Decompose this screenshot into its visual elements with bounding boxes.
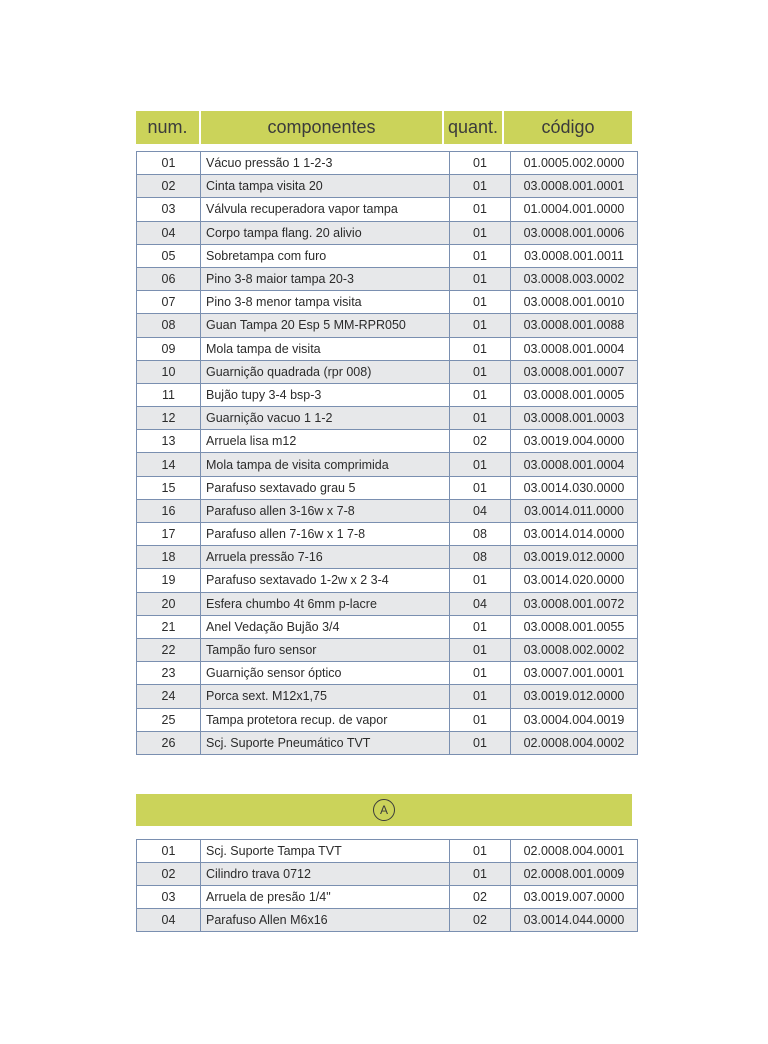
header-num: num. (136, 111, 199, 144)
cell-num: 18 (137, 546, 201, 569)
cell-num: 03 (137, 886, 201, 909)
cell-num: 11 (137, 383, 201, 406)
cell-num: 12 (137, 407, 201, 430)
cell-num: 14 (137, 453, 201, 476)
cell-codigo: 03.0007.001.0001 (511, 662, 638, 685)
table-row (137, 592, 638, 615)
cell-codigo: 03.0019.012.0000 (511, 546, 638, 569)
table-row (137, 569, 638, 592)
table-row (137, 337, 638, 360)
cell-componente: Parafuso allen 3-16w x 7-8 (201, 499, 450, 522)
cell-componente: Bujão tupy 3-4 bsp-3 (201, 383, 450, 406)
cell-componente: Guarnição vacuo 1 1-2 (201, 407, 450, 430)
table-row (137, 708, 638, 731)
cell-componente: Mola tampa de visita (201, 337, 450, 360)
cell-componente: Guarnição quadrada (rpr 008) (201, 360, 450, 383)
cell-componente: Sobretampa com furo (201, 244, 450, 267)
cell-componente: Parafuso allen 7-16w x 1 7-8 (201, 523, 450, 546)
cell-codigo: 03.0014.011.0000 (511, 499, 638, 522)
cell-codigo: 03.0014.044.0000 (511, 909, 638, 932)
cell-codigo: 03.0014.014.0000 (511, 523, 638, 546)
cell-num: 02 (137, 863, 201, 886)
cell-quant: 01 (450, 291, 511, 314)
cell-codigo: 03.0019.007.0000 (511, 886, 638, 909)
cell-componente: Pino 3-8 maior tampa 20-3 (201, 267, 450, 290)
cell-componente: Scj. Suporte Tampa TVT (201, 840, 450, 863)
table-row (137, 523, 638, 546)
header-codigo: código (504, 111, 632, 144)
cell-quant: 02 (450, 909, 511, 932)
cell-componente: Cilindro trava 0712 (201, 863, 450, 886)
cell-componente: Cinta tampa visita 20 (201, 175, 450, 198)
cell-componente: Esfera chumbo 4t 6mm p-lacre (201, 592, 450, 615)
table-row (137, 407, 638, 430)
cell-componente: Guarnição sensor óptico (201, 662, 450, 685)
cell-quant: 01 (450, 383, 511, 406)
cell-codigo: 03.0008.001.0001 (511, 175, 638, 198)
cell-componente: Porca sext. M12x1,75 (201, 685, 450, 708)
cell-num: 10 (137, 360, 201, 383)
cell-quant: 01 (450, 337, 511, 360)
table-row (137, 198, 638, 221)
cell-codigo: 03.0008.003.0002 (511, 267, 638, 290)
cell-quant: 01 (450, 638, 511, 661)
table-row (137, 267, 638, 290)
cell-num: 13 (137, 430, 201, 453)
parts-table-body (137, 152, 638, 755)
cell-codigo: 03.0008.001.0010 (511, 291, 638, 314)
cell-num: 04 (137, 221, 201, 244)
cell-quant: 01 (450, 731, 511, 754)
table-row (137, 430, 638, 453)
cell-quant: 01 (450, 175, 511, 198)
cell-num: 09 (137, 337, 201, 360)
cell-num: 05 (137, 244, 201, 267)
table-row (137, 152, 638, 175)
parts-table (136, 151, 638, 755)
cell-quant: 04 (450, 499, 511, 522)
table-row (137, 476, 638, 499)
cell-componente: Arruela pressão 7-16 (201, 546, 450, 569)
table-row (137, 453, 638, 476)
cell-num: 03 (137, 198, 201, 221)
cell-num: 08 (137, 314, 201, 337)
cell-quant: 01 (450, 267, 511, 290)
cell-componente: Pino 3-8 menor tampa visita (201, 291, 450, 314)
cell-codigo: 03.0004.004.0019 (511, 708, 638, 731)
table-row (137, 499, 638, 522)
cell-componente: Arruela de presão 1/4" (201, 886, 450, 909)
table-row (137, 546, 638, 569)
table-row (137, 383, 638, 406)
cell-quant: 01 (450, 708, 511, 731)
cell-quant: 01 (450, 152, 511, 175)
cell-componente: Parafuso sextavado grau 5 (201, 476, 450, 499)
cell-codigo: 03.0008.002.0002 (511, 638, 638, 661)
cell-codigo: 03.0008.001.0006 (511, 221, 638, 244)
cell-num: 04 (137, 909, 201, 932)
cell-codigo: 03.0008.001.0007 (511, 360, 638, 383)
cell-componente: Vácuo pressão 1 1-2-3 (201, 152, 450, 175)
cell-quant: 01 (450, 407, 511, 430)
cell-num: 19 (137, 569, 201, 592)
table-header (136, 111, 632, 144)
table-row (137, 314, 638, 337)
cell-quant: 01 (450, 198, 511, 221)
table-row (137, 221, 638, 244)
cell-num: 24 (137, 685, 201, 708)
cell-quant: 01 (450, 863, 511, 886)
table-row (137, 731, 638, 754)
cell-codigo: 01.0004.001.0000 (511, 198, 638, 221)
cell-codigo: 03.0014.030.0000 (511, 476, 638, 499)
cell-quant: 01 (450, 244, 511, 267)
table-row (137, 175, 638, 198)
cell-codigo: 03.0008.001.0072 (511, 592, 638, 615)
cell-codigo: 02.0008.004.0001 (511, 840, 638, 863)
cell-componente: Mola tampa de visita comprimida (201, 453, 450, 476)
cell-quant: 08 (450, 523, 511, 546)
table-row (137, 909, 638, 932)
cell-codigo: 03.0008.001.0088 (511, 314, 638, 337)
cell-componente: Válvula recuperadora vapor tampa (201, 198, 450, 221)
cell-quant: 01 (450, 314, 511, 337)
cell-componente: Parafuso sextavado 1-2w x 2 3-4 (201, 569, 450, 592)
cell-codigo: 03.0014.020.0000 (511, 569, 638, 592)
cell-quant: 01 (450, 221, 511, 244)
cell-num: 20 (137, 592, 201, 615)
cell-codigo: 01.0005.002.0000 (511, 152, 638, 175)
cell-num: 26 (137, 731, 201, 754)
section-a-table (136, 839, 638, 932)
cell-quant: 04 (450, 592, 511, 615)
cell-num: 06 (137, 267, 201, 290)
cell-num: 01 (137, 840, 201, 863)
cell-codigo: 03.0008.001.0003 (511, 407, 638, 430)
section-a-label: A (373, 799, 395, 821)
header-quant: quant. (444, 111, 502, 144)
cell-num: 07 (137, 291, 201, 314)
cell-num: 21 (137, 615, 201, 638)
cell-quant: 01 (450, 662, 511, 685)
section-a-bar (136, 794, 632, 826)
header-componentes: componentes (201, 111, 442, 144)
cell-quant: 01 (450, 360, 511, 383)
cell-quant: 01 (450, 453, 511, 476)
cell-quant: 01 (450, 685, 511, 708)
cell-componente: Corpo tampa flang. 20 alivio (201, 221, 450, 244)
cell-quant: 01 (450, 615, 511, 638)
table-row (137, 638, 638, 661)
cell-num: 15 (137, 476, 201, 499)
table-row (137, 886, 638, 909)
cell-quant: 01 (450, 476, 511, 499)
cell-codigo: 03.0019.004.0000 (511, 430, 638, 453)
cell-num: 01 (137, 152, 201, 175)
cell-componente: Scj. Suporte Pneumático TVT (201, 731, 450, 754)
section-a-table-body (137, 840, 638, 932)
cell-componente: Tampão furo sensor (201, 638, 450, 661)
table-row (137, 360, 638, 383)
cell-codigo: 02.0008.004.0002 (511, 731, 638, 754)
table-row (137, 840, 638, 863)
cell-codigo: 03.0008.001.0004 (511, 453, 638, 476)
cell-codigo: 03.0008.001.0004 (511, 337, 638, 360)
cell-componente: Tampa protetora recup. de vapor (201, 708, 450, 731)
cell-codigo: 03.0019.012.0000 (511, 685, 638, 708)
cell-quant: 01 (450, 840, 511, 863)
table-row (137, 291, 638, 314)
cell-componente: Parafuso Allen M6x16 (201, 909, 450, 932)
table-row (137, 685, 638, 708)
cell-componente: Guan Tampa 20 Esp 5 MM-RPR050 (201, 314, 450, 337)
table-row (137, 615, 638, 638)
cell-quant: 02 (450, 886, 511, 909)
cell-codigo: 03.0008.001.0055 (511, 615, 638, 638)
cell-componente: Anel Vedação Bujão 3/4 (201, 615, 450, 638)
cell-quant: 02 (450, 430, 511, 453)
cell-quant: 01 (450, 569, 511, 592)
cell-num: 16 (137, 499, 201, 522)
cell-quant: 08 (450, 546, 511, 569)
cell-codigo: 03.0008.001.0005 (511, 383, 638, 406)
cell-num: 22 (137, 638, 201, 661)
cell-num: 17 (137, 523, 201, 546)
table-row (137, 662, 638, 685)
cell-num: 25 (137, 708, 201, 731)
cell-num: 02 (137, 175, 201, 198)
cell-codigo: 03.0008.001.0011 (511, 244, 638, 267)
cell-codigo: 02.0008.001.0009 (511, 863, 638, 886)
table-row (137, 244, 638, 267)
cell-num: 23 (137, 662, 201, 685)
cell-componente: Arruela lisa m12 (201, 430, 450, 453)
table-row (137, 863, 638, 886)
